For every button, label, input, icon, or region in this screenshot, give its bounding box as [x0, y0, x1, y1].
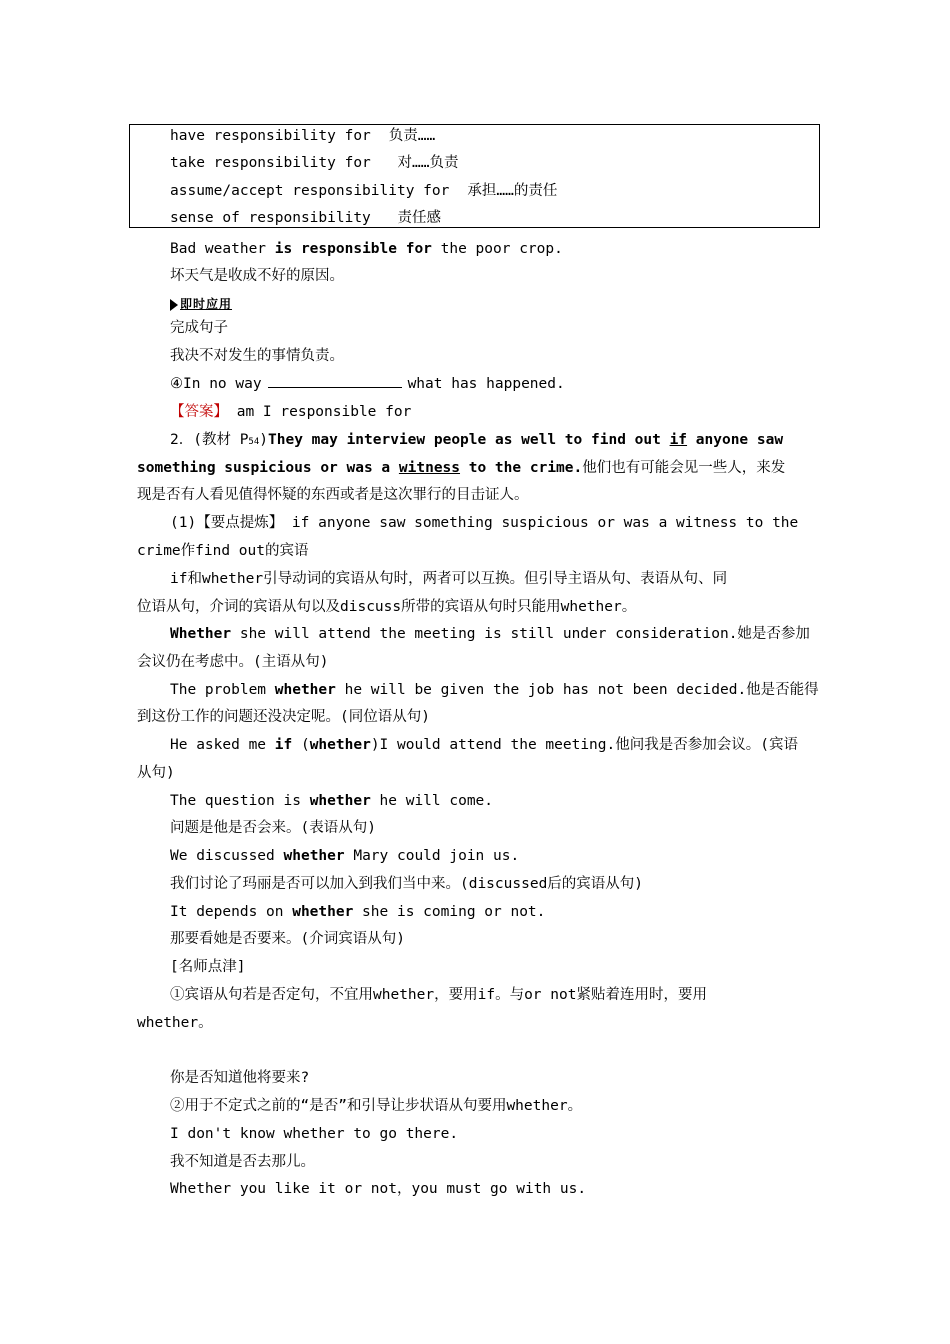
phrase-row: sense of responsibility 责任感 [170, 210, 442, 226]
discuss-example: We discussed whether Mary could join us. [170, 848, 520, 864]
item-2-line-3: 现是否有人看见值得怀疑的东西或者是这次罪行的目击证人。 [137, 487, 529, 503]
predicative-example: The question is whether he will come. [170, 793, 494, 809]
appositive-clause-example: The problem whether he will be given the job has not been decided.他是否能得 [170, 682, 819, 698]
tip-note-1-line-1: ①宾语从句若是否定句，不宜用whether，要用if。与or not紧贴着连用时，要用 [170, 987, 707, 1003]
rule-line-2: 位语从句，介词的宾语从句以及discuss所带的宾语从句时只能用whether。 [137, 599, 637, 615]
subject-clause-translation: 会议仍在考虑中。(主语从句) [137, 654, 329, 670]
tip-example-1-translation: 我不知道是否去那儿。 [170, 1154, 315, 1170]
tip-question: 你是否知道他将要来? [170, 1070, 310, 1086]
phrase-row: assume/accept responsibility for 承担……的责任 [170, 183, 558, 199]
task-heading: 完成句子 [170, 320, 228, 336]
phrase-box [129, 124, 820, 228]
fill-in-question: ④In no way what has happened. [170, 373, 565, 395]
key-point-line-2: crime作find out的宾语 [137, 543, 309, 559]
tip-example-2: Whether you like it or not，you must go with us. [170, 1181, 587, 1197]
item-2-line-1: 2．(教材 P54)They may interview people as well to find out if anyone saw [170, 432, 784, 448]
phrase-row: have responsibility for 负责…… [170, 128, 436, 144]
tip-example-1: I don't know whether to go there. [170, 1126, 459, 1142]
triangle-icon [170, 299, 178, 311]
discuss-translation: 我们讨论了玛丽是否可以加入到我们当中来。(discussed后的宾语从句) [170, 876, 644, 892]
preposition-translation: 那要看她是否要来。(介词宾语从句) [170, 931, 405, 947]
item-2-line-2: something suspicious or was a witness to the crime.他们也有可能会见一些人，来发 [137, 460, 786, 476]
tip-label: [名师点津] [170, 959, 246, 975]
tip-note-2: ②用于不定式之前的“是否”和引导让步状语从句要用whether。 [170, 1098, 583, 1114]
preposition-example: It depends on whether she is coming or not. [170, 904, 546, 920]
example-sentence: Bad weather is responsible for the poor crop. [170, 241, 563, 257]
task-sentence: 我决不对发生的事情负责。 [170, 348, 344, 364]
key-point-line-1: (1)【要点提炼】 if anyone saw something suspicious or was a witness to the [170, 515, 799, 531]
appositive-clause-translation: 到这份工作的问题还没决定呢。(同位语从句) [137, 709, 430, 725]
predicative-translation: 问题是他是否会来。(表语从句) [170, 820, 376, 836]
tip-note-1-line-2: whether。 [137, 1015, 213, 1031]
answer-line: 【答案】 am I responsible for [170, 404, 412, 420]
subject-clause-example: Whether she will attend the meeting is still under consideration.她是否参加 [170, 626, 810, 642]
object-clause-translation: 从句) [137, 765, 175, 781]
example-translation: 坏天气是收成不好的原因。 [170, 268, 344, 284]
object-clause-example: He asked me if (whether)I would attend the meeting.他问我是否参加会议。(宾语 [170, 737, 798, 753]
apply-badge: 即时应用 [170, 296, 232, 312]
rule-line-1: if和whether引导动词的宾语从句时，两者可以互换。但引导主语从句、表语从句、同 [170, 571, 728, 587]
answer-blank [268, 373, 402, 388]
phrase-row: take responsibility for 对……负责 [170, 155, 459, 171]
